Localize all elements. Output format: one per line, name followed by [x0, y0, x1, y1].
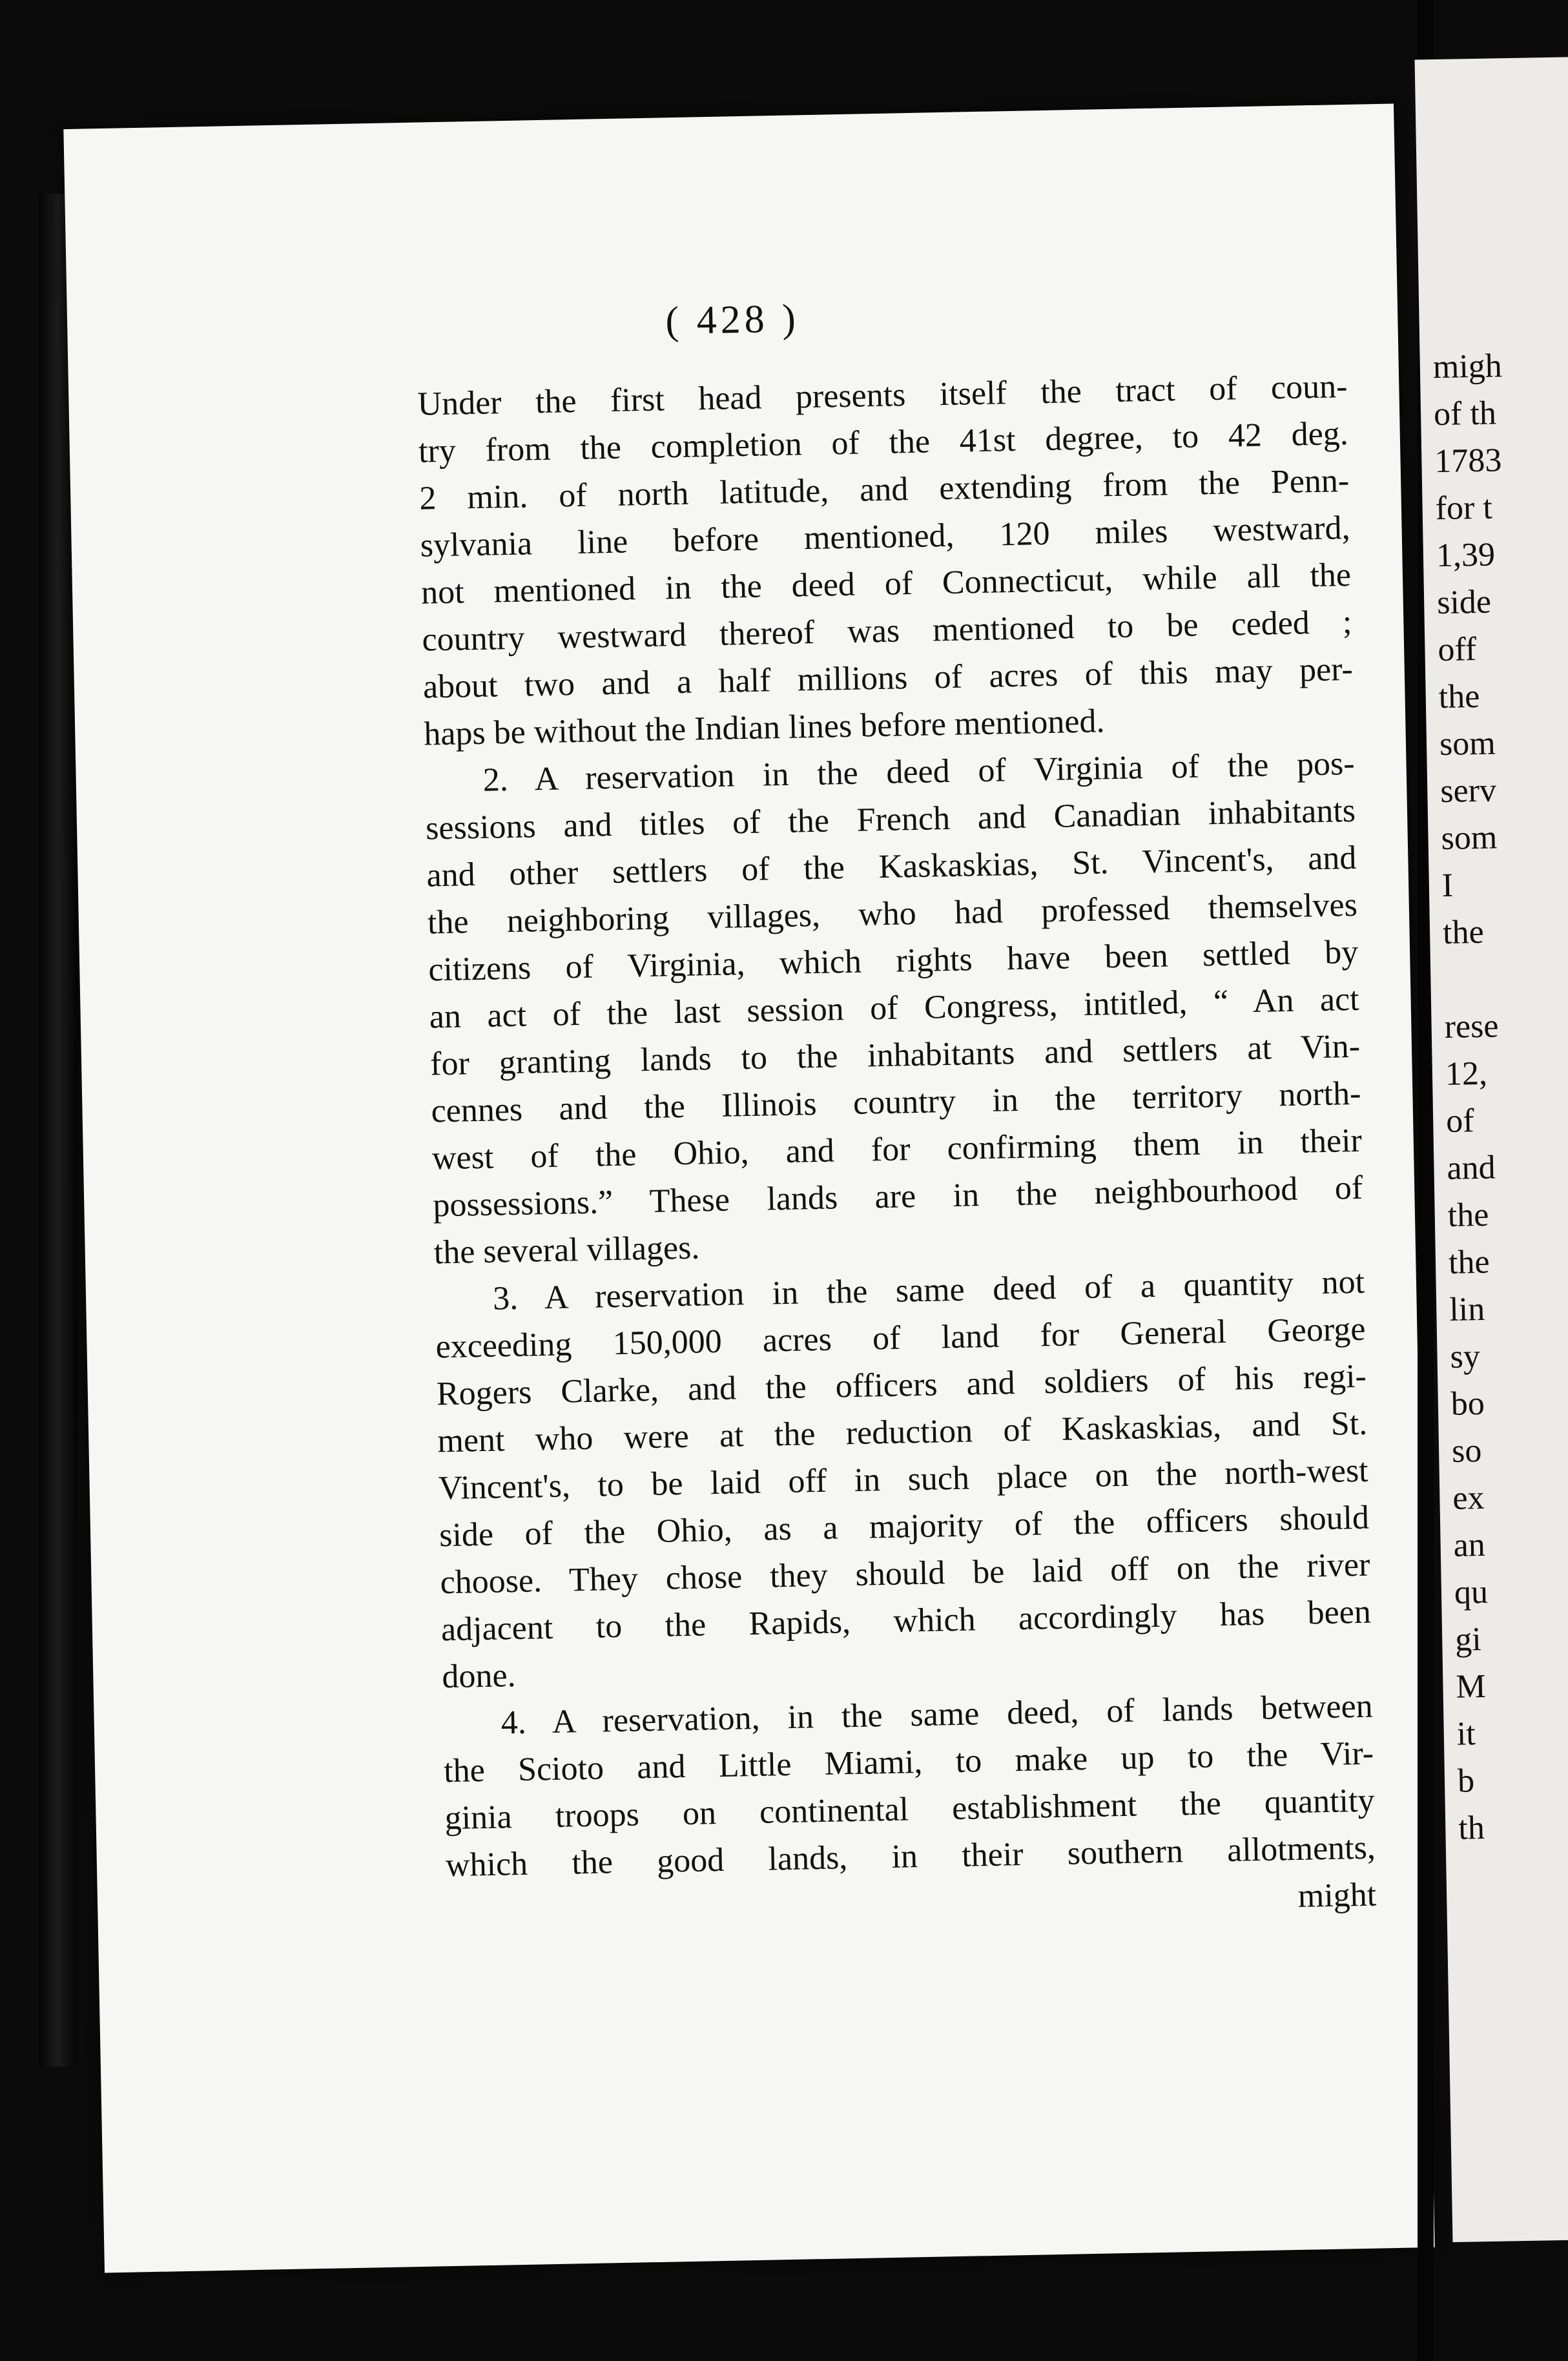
text-line: done.: [441, 1657, 517, 1696]
facing-text-line: th: [1458, 1809, 1485, 1847]
facing-text-line: qu: [1454, 1573, 1489, 1611]
text-line: country westward thereof was mentioned to be ceded ;: [422, 603, 1352, 659]
facing-text-line: som: [1441, 819, 1498, 857]
left-page: [63, 104, 1434, 2273]
text-line: Rogers Clarke, and the officers and soldiers of his regi-: [436, 1357, 1367, 1413]
text-line: 2 min. of north latitude, and extending from the Penn-: [418, 462, 1350, 517]
text-line: the several villages.: [433, 1229, 700, 1272]
text-line: choose. They chose they should be laid off on the river: [440, 1546, 1370, 1602]
facing-text-line: the: [1438, 677, 1480, 716]
facing-text-line: migh: [1432, 347, 1503, 386]
text-line: citizens of Virginia, which rights have been settled by: [428, 933, 1359, 989]
text-line: which the good lands, in their southern allotments,: [445, 1829, 1376, 1884]
page-number: ( 428 ): [665, 296, 800, 344]
text-line: haps be without the Indian lines before mentioned.: [423, 703, 1105, 753]
text-line: possessions.” These lands are in the neighbourhood of: [432, 1169, 1363, 1224]
facing-text-line: rese: [1444, 1007, 1499, 1046]
facing-text-line: 12,: [1445, 1055, 1488, 1093]
facing-text-line: I: [1441, 867, 1454, 904]
text-line: not mentioned in the deed of Connecticut, while all the: [420, 556, 1352, 612]
facing-text-line: bo: [1450, 1385, 1485, 1423]
text-line: ginia troops on continental establishment the quantity: [444, 1782, 1375, 1837]
facing-text-line: serv: [1439, 772, 1497, 810]
facing-text-line: of th: [1433, 395, 1497, 433]
facing-text-line: an: [1453, 1526, 1486, 1564]
text-line: try from the completion of the 41st degree, to 42 deg.: [418, 415, 1349, 470]
facing-text-line: 1,39: [1436, 536, 1496, 575]
facing-text-line: gi: [1454, 1621, 1482, 1658]
facing-text-line: b: [1457, 1762, 1475, 1800]
text-line: 3. A reservation in the same deed of a quantity not: [492, 1263, 1365, 1317]
text-line: an act of the last session of Congress, intitled, “ An act: [429, 980, 1360, 1036]
text-line: exceeding 150,000 acres of land for General George: [435, 1310, 1366, 1366]
text-line: for granting lands to the inhabitants and settlers at Vin-: [429, 1027, 1361, 1083]
facing-text-line: and: [1446, 1149, 1496, 1187]
text-line: Under the first head presents itself the tract of coun-: [417, 367, 1348, 423]
text-line: sylvania line before mentioned, 120 miles westward,: [420, 509, 1351, 564]
facing-text-line: lin: [1449, 1290, 1485, 1328]
facing-page-edge: [1415, 57, 1568, 2242]
facing-text-line: off: [1437, 631, 1477, 669]
facing-text-line: it: [1456, 1715, 1476, 1753]
text-line: west of the Ohio, and for confirming them in their: [431, 1122, 1363, 1177]
facing-text-line: M: [1456, 1667, 1487, 1706]
text-line: cennes and the Illinois country in the territory north-: [431, 1075, 1361, 1130]
text-line: ment who were at the reduction of Kaskaskias, and St.: [437, 1405, 1368, 1460]
text-line: the Scioto and Little Miami, to make up to the Vir-: [443, 1735, 1374, 1790]
text-line: 2. A reservation in the deed of Virginia of the pos-: [482, 745, 1356, 799]
text-line: side of the Ohio, as a majority of the officers should: [438, 1499, 1370, 1554]
text-line: and other settlers of the Kaskaskias, St. Vincent's, and: [426, 839, 1357, 894]
text-line: adjacent to the Rapids, which accordingly has been: [440, 1593, 1372, 1649]
text-line: about two and a half millions of acres of this may per-: [422, 650, 1354, 706]
text-line: the neighboring villages, who had professed themselves: [427, 886, 1358, 942]
facing-text-line: the: [1442, 913, 1485, 951]
facing-text-line: of: [1445, 1102, 1475, 1140]
text-line: 4. A reservation, in the same deed, of lands between: [500, 1687, 1374, 1742]
facing-text-line: side: [1436, 583, 1492, 622]
facing-text-line: [1443, 955, 1513, 1004]
facing-text-line: for t: [1435, 489, 1493, 528]
page-body-text: [417, 363, 1377, 1936]
facing-text-line: ex: [1452, 1479, 1485, 1517]
facing-text-line: som: [1439, 725, 1496, 763]
facing-text-line: so: [1451, 1432, 1482, 1470]
catchword: might: [1297, 1876, 1377, 1915]
facing-text-line: 1783: [1434, 442, 1502, 480]
text-line: sessions and titles of the French and Canadian inhabitants: [425, 792, 1356, 847]
facing-page-text: [1432, 342, 1528, 1852]
facing-text-line: the: [1447, 1196, 1489, 1234]
facing-text-line: sy: [1450, 1338, 1481, 1376]
text-line: Vincent's, to be laid off in such place on the north-west: [438, 1452, 1369, 1507]
facing-text-line: the: [1448, 1243, 1491, 1281]
